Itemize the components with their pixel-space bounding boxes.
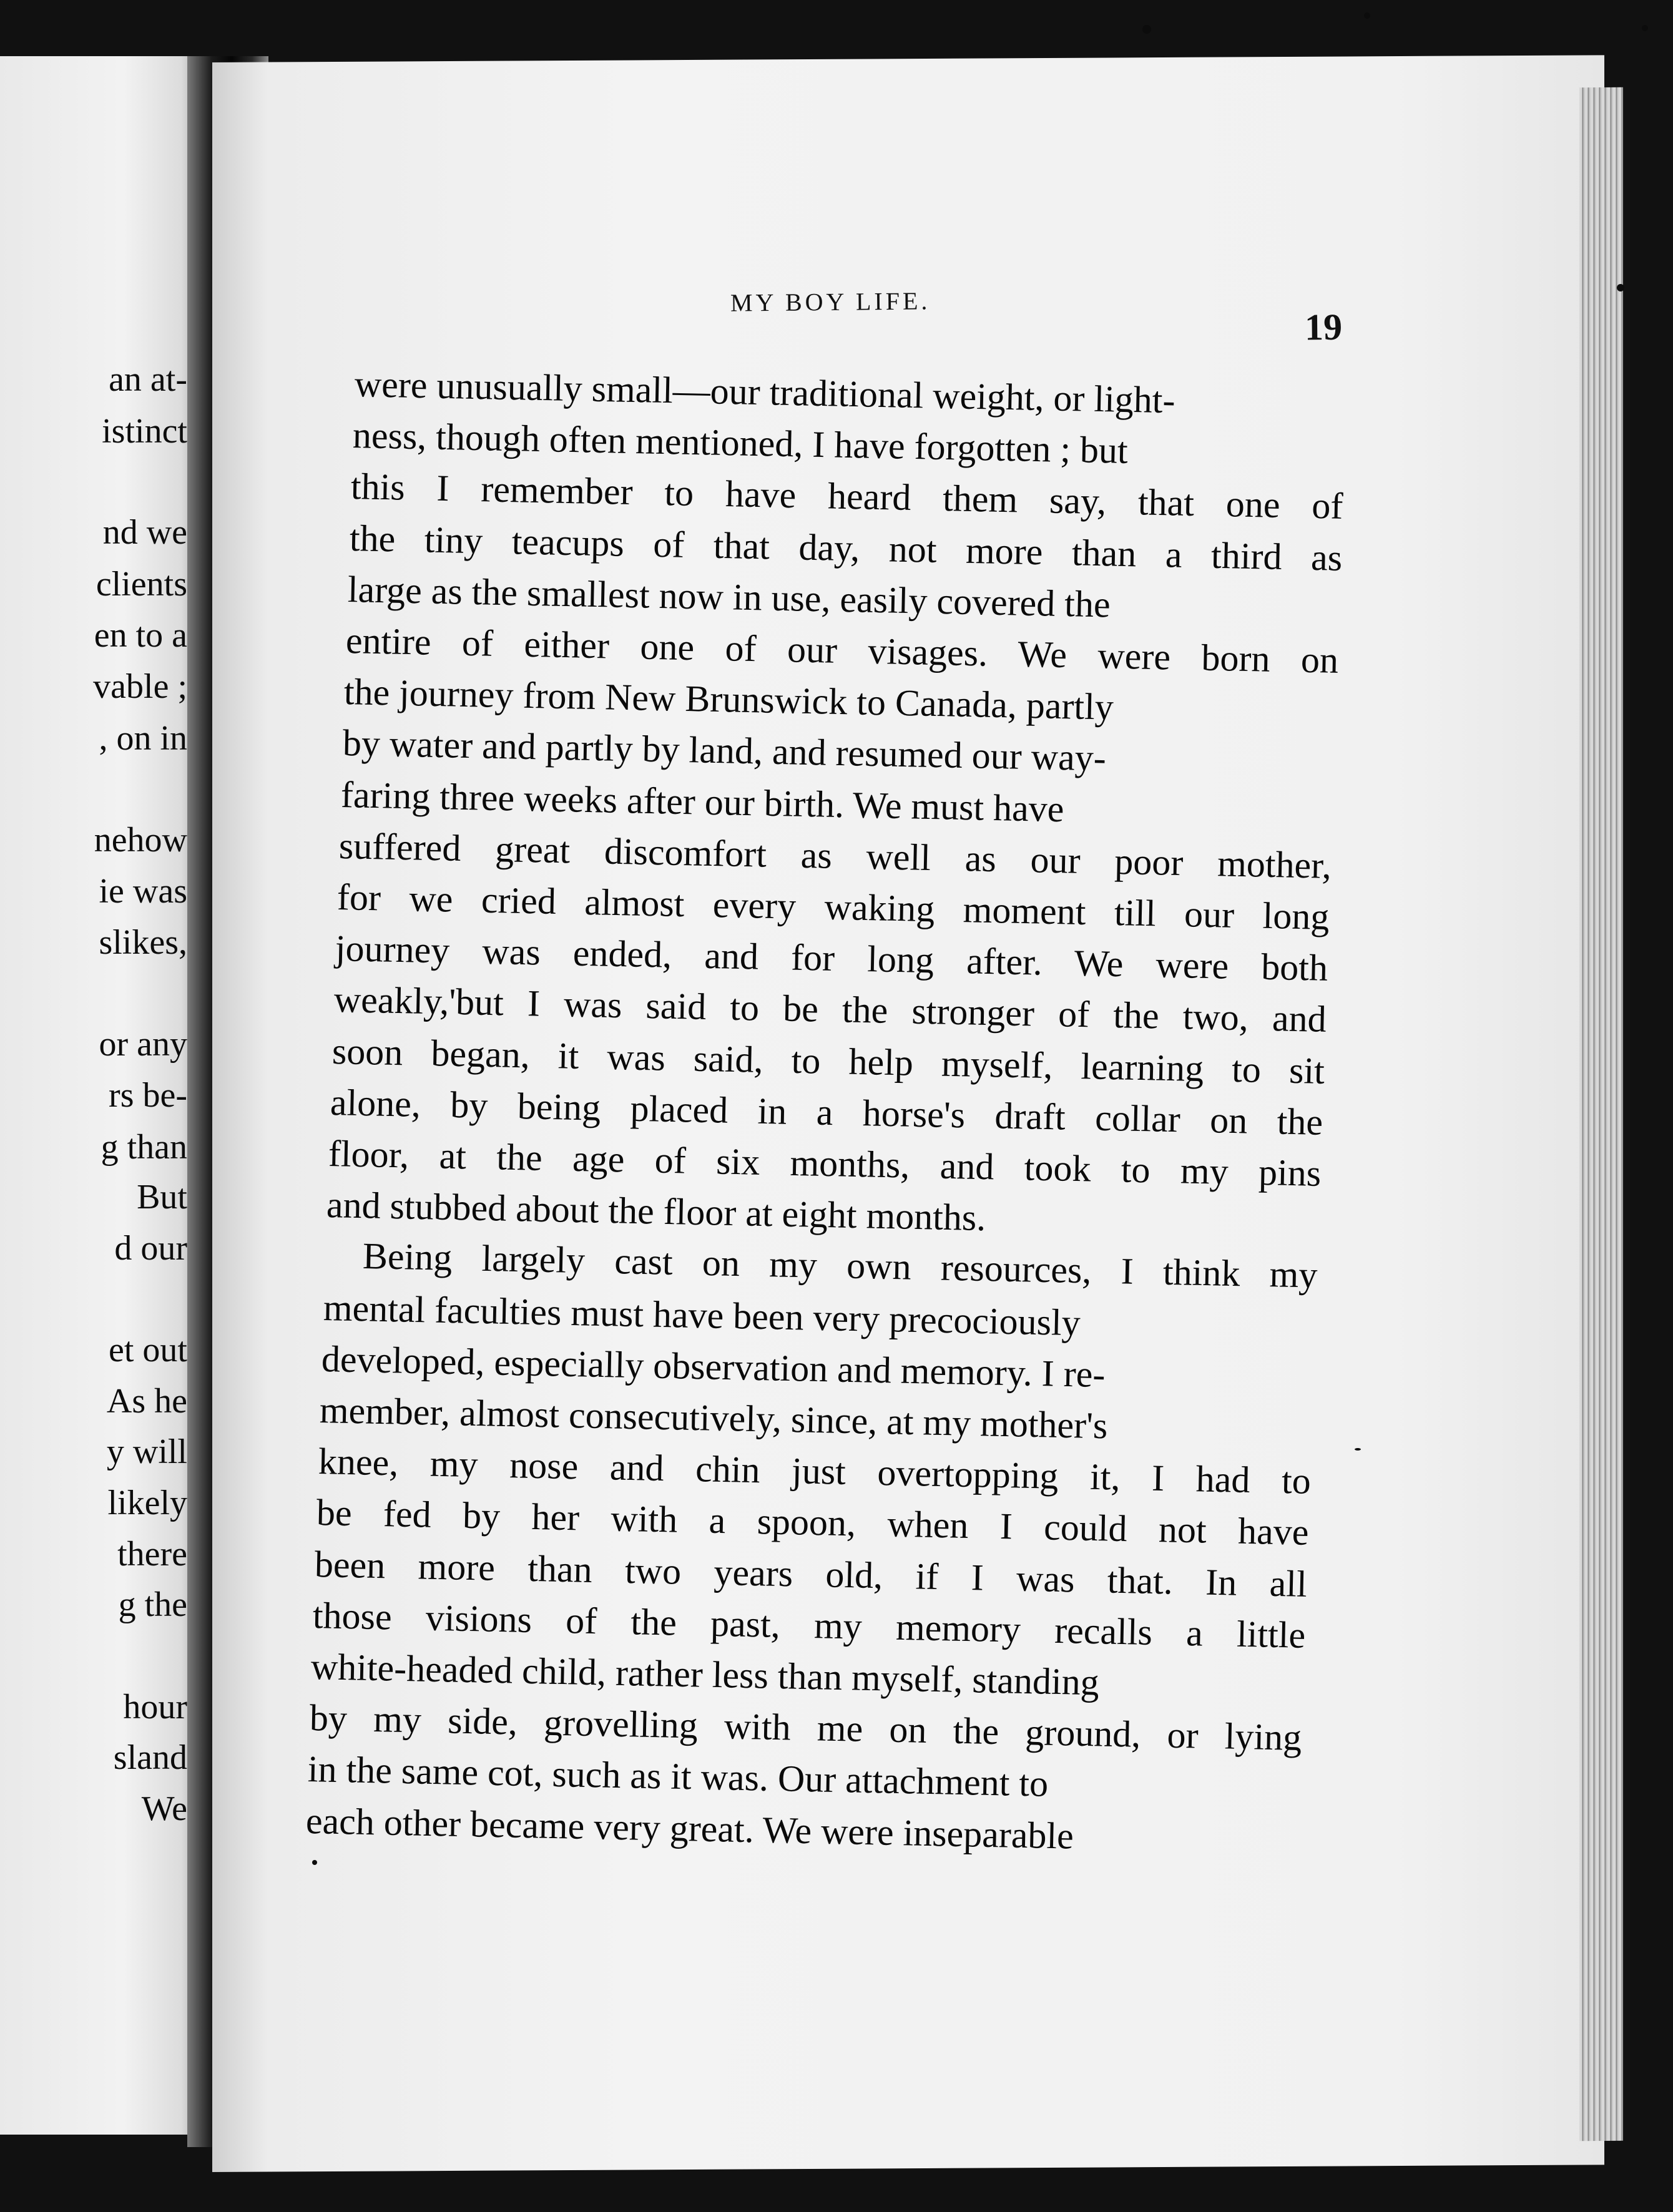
previous-page-line: y will bbox=[106, 1432, 187, 1471]
previous-page-line: there bbox=[117, 1535, 187, 1573]
body-line: alone, by being placed in a horse's draft collar on the bbox=[330, 1081, 1323, 1143]
previous-page-text bbox=[0, 56, 187, 2135]
print-speck bbox=[1364, 12, 1370, 19]
body-line: soon began, it was said, to help myself, learning to sit bbox=[331, 1030, 1325, 1092]
previous-page-line: istinct bbox=[102, 412, 187, 451]
previous-page-line: We bbox=[141, 1789, 187, 1828]
previous-page-line: likely bbox=[107, 1484, 187, 1522]
body-line: member, almost consecutively, since, at my mother's bbox=[319, 1389, 1109, 1447]
body-line: been more than two years old, if I was that. In all bbox=[314, 1543, 1308, 1605]
previous-page-line: , on in bbox=[99, 719, 187, 758]
body-line: developed, especially observation and memory. I re- bbox=[321, 1338, 1106, 1395]
previous-page-line: ie was bbox=[99, 872, 187, 911]
previous-page-line: vable ; bbox=[93, 667, 187, 706]
body-line: floor, at the age of six months, and took to my pins bbox=[328, 1133, 1322, 1194]
previous-page-line: d our bbox=[114, 1229, 187, 1268]
body-line: for we cried almost every waking moment till our long bbox=[336, 876, 1330, 937]
body-line: white-headed child, rather less than myself, standing bbox=[310, 1646, 1100, 1703]
print-speck bbox=[312, 1860, 317, 1865]
previous-page-line: hour bbox=[123, 1688, 187, 1726]
previous-page-line: g the bbox=[118, 1585, 187, 1624]
body-line: the tiny teacups of that day, not more than a third as bbox=[348, 517, 1343, 579]
body-line: this I remember to have heard them say, that one of bbox=[350, 466, 1344, 527]
previous-page-line: an at- bbox=[109, 360, 187, 399]
body-line: and stubbed about the floor at eight months. bbox=[326, 1184, 987, 1239]
page-number: 19 bbox=[1304, 306, 1343, 348]
previous-page-line: g than bbox=[101, 1128, 187, 1167]
body-line: large as the smallest now in use, easily covered the bbox=[347, 568, 1111, 625]
body-line: mental faculties must have been very precociously bbox=[323, 1286, 1081, 1343]
previous-page-line: As he bbox=[106, 1382, 187, 1421]
previous-page-line: et out bbox=[109, 1331, 187, 1369]
body-line: Being largely cast on my own resources, I think my bbox=[361, 1235, 1318, 1296]
body-line: entire of either one of our visages. We were born on bbox=[345, 620, 1339, 681]
body-line: faring three weeks after our birth. We must have bbox=[340, 773, 1064, 830]
previous-page-line: or any bbox=[99, 1025, 187, 1064]
body-line: suffered great discomfort as well as our poor mother, bbox=[338, 825, 1332, 886]
body-line: by my side, grovelling with me on the ground, or lying bbox=[308, 1697, 1302, 1759]
print-speck bbox=[1355, 1448, 1361, 1451]
previous-page-line: sland bbox=[113, 1738, 187, 1777]
body-line: be fed by her with a spoon, when I could not have bbox=[316, 1492, 1309, 1554]
running-head: MY BOY LIFE. bbox=[730, 286, 931, 317]
print-speck bbox=[1617, 284, 1624, 291]
body-line: those visions of the past, my memory recalls a little bbox=[312, 1594, 1306, 1656]
print-speck bbox=[1642, 25, 1648, 31]
page-edges bbox=[1579, 87, 1623, 2141]
body-line: knee, my nose and chin just overtopping it, I had to bbox=[317, 1441, 1311, 1502]
body-line: ness, though often mentioned, I have forgotten ; but bbox=[352, 414, 1129, 472]
body-line: in the same cot, such as it was. Our attachment to bbox=[307, 1748, 1049, 1805]
body-line: the journey from New Brunswick to Canada, partly bbox=[343, 671, 1114, 728]
previous-page-line: nd we bbox=[102, 513, 187, 552]
previous-page-line: But bbox=[137, 1178, 187, 1216]
previous-page-line: en to a bbox=[94, 616, 187, 655]
previous-page-line: nehow bbox=[94, 821, 187, 859]
body-line: each other became very great. We were inseparable bbox=[305, 1799, 1074, 1857]
previous-page-line: slikes, bbox=[99, 923, 187, 962]
body-line: were unusually small—our traditional weight, or light- bbox=[354, 363, 1176, 421]
print-speck bbox=[1142, 25, 1151, 34]
body-line: journey was ended, and for long after. We were both bbox=[335, 927, 1328, 989]
previous-page-line: clients bbox=[96, 565, 187, 604]
previous-page bbox=[0, 56, 206, 2135]
body-line: by water and partly by land, and resumed our way- bbox=[341, 722, 1106, 779]
body-line: weakly,'but I was said to be the stronger of the two, and bbox=[333, 979, 1327, 1040]
previous-page-line: rs be- bbox=[109, 1076, 187, 1115]
